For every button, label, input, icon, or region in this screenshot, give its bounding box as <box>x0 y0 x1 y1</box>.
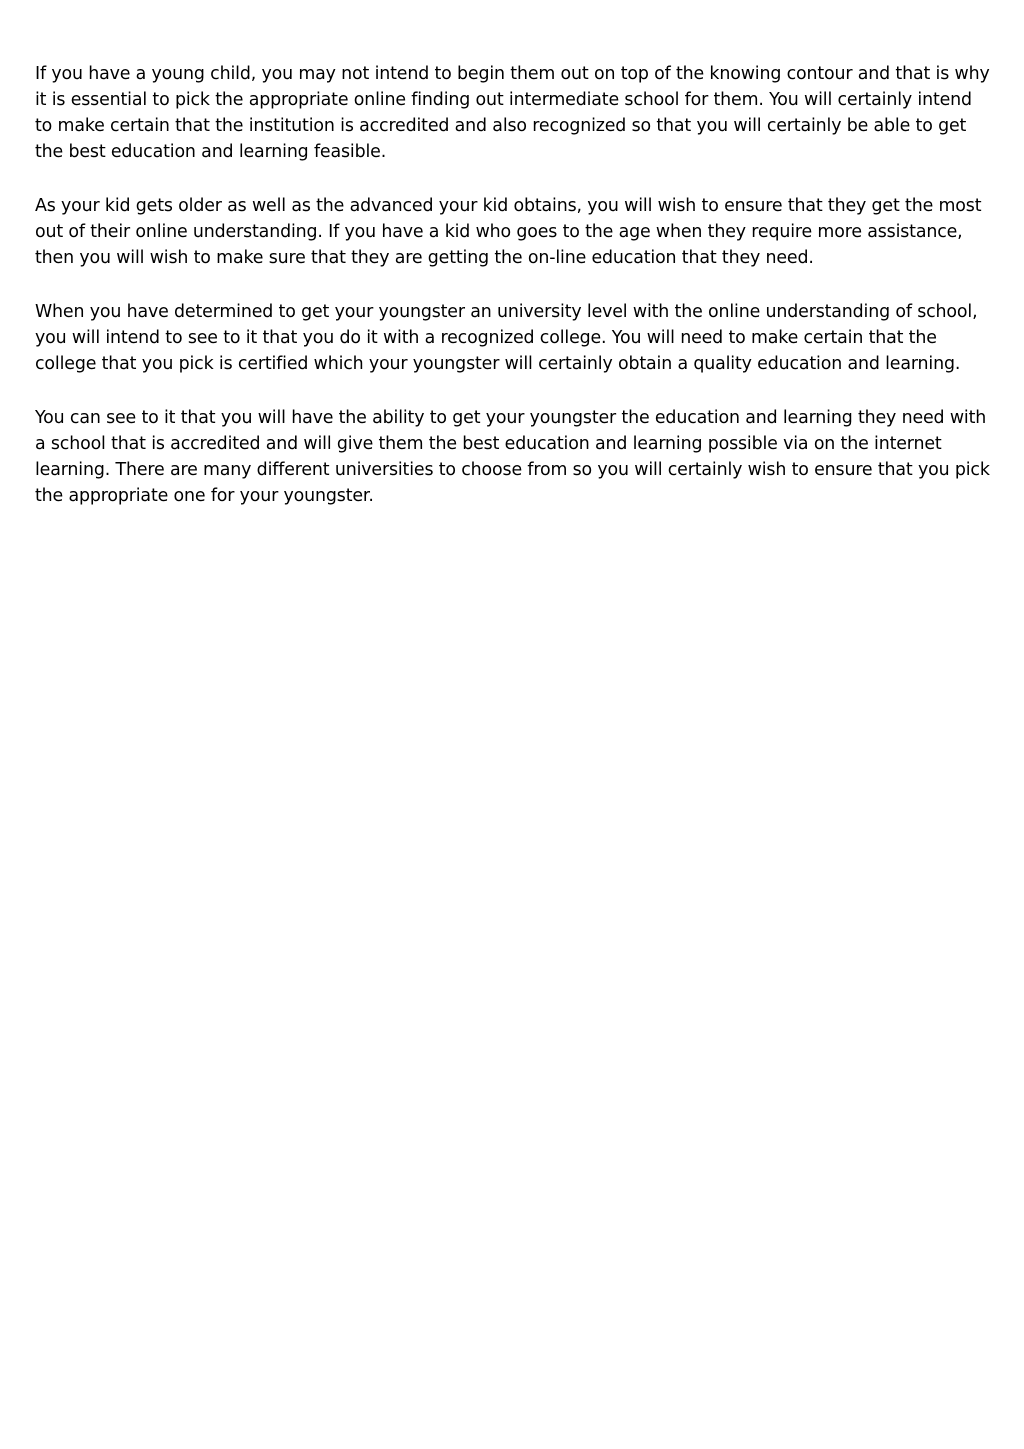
paragraph-2: As your kid gets older as well as the advanced your kid obtains, you will wish to ensure that they get the most out of their online understanding. If you have a kid who goes to the age when they require more assistance, then you will wish to make sure that they are getting the on-line education that they need. <box>35 196 982 268</box>
document-body <box>35 61 991 537</box>
paragraph-3: When you have determined to get your youngster an university level with the online understanding of school, you will intend to see to it that you do it with a recognized college. You will need to make certain that the college that you pick is certified which your youngster will certainly obtain a quality education and learning. <box>35 302 978 374</box>
paragraph-4: You can see to it that you will have the ability to get your youngster the education and learning they need with a school that is accredited and will give them the best education and learning possible via on the internet learning. There are many different universities to choose from so you will certainly wish to ensure that you pick the appropriate one for your youngster. <box>35 408 990 506</box>
paragraph-1: If you have a young child, you may not intend to begin them out on top of the knowing contour and that is why it is essential to pick the appropriate online finding out intermediate school for them. You will certainly intend to make certain that the institution is accredited and also recognized so that you will certainly be able to get the best education and learning feasible. <box>35 64 990 162</box>
